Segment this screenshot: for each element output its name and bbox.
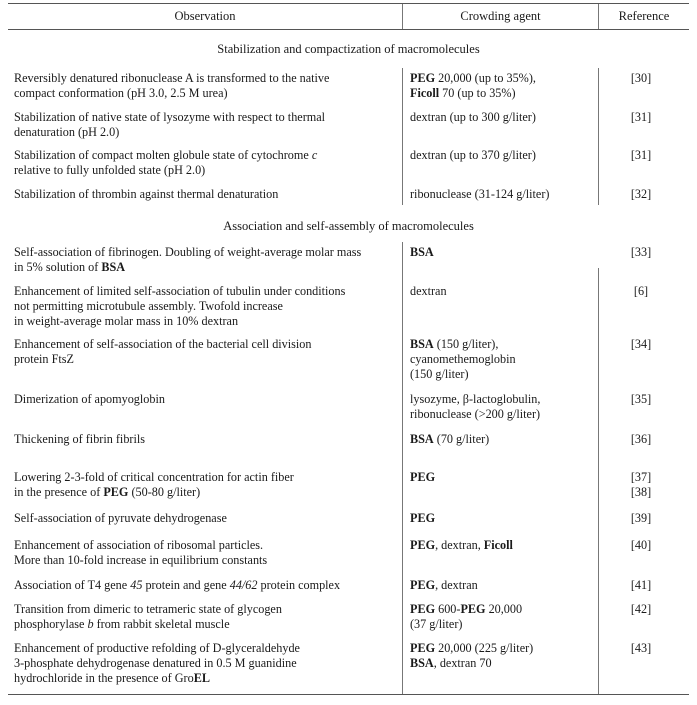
cell-observation — [14, 110, 396, 140]
observation-line: not permitting microtubule assembly. Twofold increase — [14, 299, 283, 314]
section-heading-stabilization: Stabilization and compactization of macromolecules — [217, 42, 480, 56]
cell-crowding-agent — [410, 432, 595, 447]
cell-reference: [42] — [630, 602, 652, 616]
body-vrule-observation-agent-seg2 — [402, 242, 403, 694]
cell-observation — [14, 71, 396, 101]
column-header-crowding-agent: Crowding agent — [460, 9, 541, 23]
observation-line: Stabilization of compact molten globule state of cytochrome c — [14, 148, 318, 162]
cell-reference: [41] — [630, 578, 652, 592]
cell-crowding-agent: dextran (up to 300 g/liter) — [410, 110, 536, 124]
header-vrule-observation-agent — [402, 4, 403, 29]
cell-observation: Dimerization of apomyoglobin — [14, 392, 165, 406]
observation-line: denaturation (pH 2.0) — [14, 125, 120, 140]
agent-line: ribonuclease (>200 g/liter) — [410, 407, 541, 422]
cell-crowding-agent: dextran (up to 370 g/liter) — [410, 148, 536, 162]
observation-line: Reversibly denatured ribonuclease A is transformed to the native — [14, 71, 330, 85]
cell-observation — [14, 148, 396, 178]
cell-crowding-agent — [410, 538, 595, 553]
table-bottom-rule — [8, 694, 689, 695]
cell-observation: Stabilization of thrombin against thermal denaturation — [14, 187, 279, 201]
cell-crowding-agent: ribonuclease (31-124 g/liter) — [410, 187, 550, 201]
observation-line: Transition from dimeric to tetrameric state of glycogen — [14, 602, 282, 616]
reference-line: [38] — [630, 485, 652, 500]
column-header-observation: Observation — [174, 9, 236, 23]
cell-observation — [14, 470, 396, 500]
section-heading-association: Association and self-assembly of macromolecules — [223, 219, 474, 233]
agent-line: BSA, dextran 70 — [410, 656, 492, 671]
observation-line: relative to fully unfolded state (pH 2.0) — [14, 163, 206, 178]
table-header-row — [8, 4, 689, 29]
cell-crowding-agent: BSA — [410, 245, 434, 259]
cell-crowding-agent — [410, 392, 595, 422]
reference-line: [37] — [630, 470, 652, 484]
observation-line: in the presence of PEG (50-80 g/liter) — [14, 485, 201, 500]
cell-reference: [35] — [630, 392, 652, 406]
cell-observation: Self-association of pyruvate dehydrogenase — [14, 511, 227, 525]
cell-crowding-agent: dextran — [410, 284, 447, 298]
cell-crowding-agent — [410, 71, 595, 101]
agent-line: PEG 20,000 (225 g/liter) — [410, 641, 534, 655]
agent-line: lysozyme, β-lactoglobulin, — [410, 392, 541, 406]
cell-reference: [43] — [630, 641, 652, 655]
cell-observation — [14, 602, 396, 632]
observation-line: 3-phosphate dehydrogenase denatured in 0.5 M guanidine — [14, 656, 297, 671]
cell-reference: [6] — [633, 284, 649, 298]
agent-line: (150 g/liter) — [410, 367, 469, 382]
cell-observation — [14, 337, 396, 367]
table-header-rule — [8, 29, 689, 30]
cell-reference: [31] — [630, 148, 652, 162]
cell-reference: [33] — [630, 245, 652, 259]
cell-reference: [31] — [630, 110, 652, 124]
cell-crowding-agent — [410, 602, 595, 632]
agent-line: BSA (150 g/liter), — [410, 337, 499, 351]
observation-line: Stabilization of native state of lysozyme with respect to thermal — [14, 110, 326, 124]
body-vrule-agent-reference-seg2 — [598, 268, 599, 694]
cell-observation — [14, 578, 396, 593]
cell-crowding-agent: PEG — [410, 511, 436, 525]
observation-line: More than 10-fold increase in equilibrium constants — [14, 553, 268, 568]
cell-observation — [14, 538, 396, 568]
observation-line: Enhancement of productive refolding of D-glyceraldehyde — [14, 641, 300, 655]
cell-crowding-agent — [410, 641, 595, 671]
cell-crowding-agent: PEG — [410, 470, 436, 484]
cell-observation — [14, 284, 396, 329]
agent-line: PEG 20,000 (up to 35%), — [410, 71, 536, 85]
agent-line: PEG 600-PEG 20,000 — [410, 602, 523, 616]
observation-line: hydrochloride in the presence of GroEL — [14, 671, 210, 686]
header-vrule-agent-reference — [598, 4, 599, 29]
agent-line: BSA (70 g/liter) — [410, 432, 490, 446]
agent-line: Ficoll 70 (up to 35%) — [410, 86, 516, 101]
observation-line: protein FtsZ — [14, 352, 74, 367]
cell-reference: [30] — [630, 71, 652, 85]
cell-crowding-agent — [410, 578, 595, 593]
body-vrule-agent-reference-seg1 — [598, 68, 599, 205]
cell-reference: [34] — [630, 337, 652, 351]
observation-line: Enhancement of self-association of the bacterial cell division — [14, 337, 312, 351]
observation-line: Enhancement of association of ribosomal particles. — [14, 538, 264, 552]
cell-observation — [14, 641, 396, 686]
cell-crowding-agent — [410, 337, 595, 382]
cell-observation — [14, 245, 396, 275]
observation-line: Self-association of fibrinogen. Doubling of weight-average molar mass — [14, 245, 362, 259]
observation-line: Lowering 2-3-fold of critical concentration for actin fiber — [14, 470, 294, 484]
observation-line: compact conformation (pH 3.0, 2.5 M urea) — [14, 86, 228, 101]
observation-line: phosphorylase b from rabbit skeletal muscle — [14, 617, 230, 632]
cell-reference: [36] — [630, 432, 652, 446]
agent-line: (37 g/liter) — [410, 617, 463, 632]
cell-reference — [600, 470, 682, 500]
agent-line: PEG, dextran, Ficoll — [410, 538, 513, 552]
agent-line: PEG, dextran — [410, 578, 478, 592]
cell-reference: [32] — [630, 187, 652, 201]
observation-line: in weight-average molar mass in 10% dextran — [14, 314, 239, 329]
observation-line: Enhancement of limited self-association of tubulin under conditions — [14, 284, 346, 298]
column-header-reference: Reference — [618, 9, 670, 23]
cell-reference: [39] — [630, 511, 652, 525]
agent-line: cyanomethemoglobin — [410, 352, 516, 367]
cell-observation: Thickening of fibrin fibrils — [14, 432, 145, 446]
body-vrule-observation-agent-seg1 — [402, 68, 403, 205]
observation-line: Association of T4 gene 45 protein and gene 44/62 protein complex — [14, 578, 341, 592]
observation-line: in 5% solution of BSA — [14, 260, 126, 275]
cell-reference: [40] — [630, 538, 652, 552]
